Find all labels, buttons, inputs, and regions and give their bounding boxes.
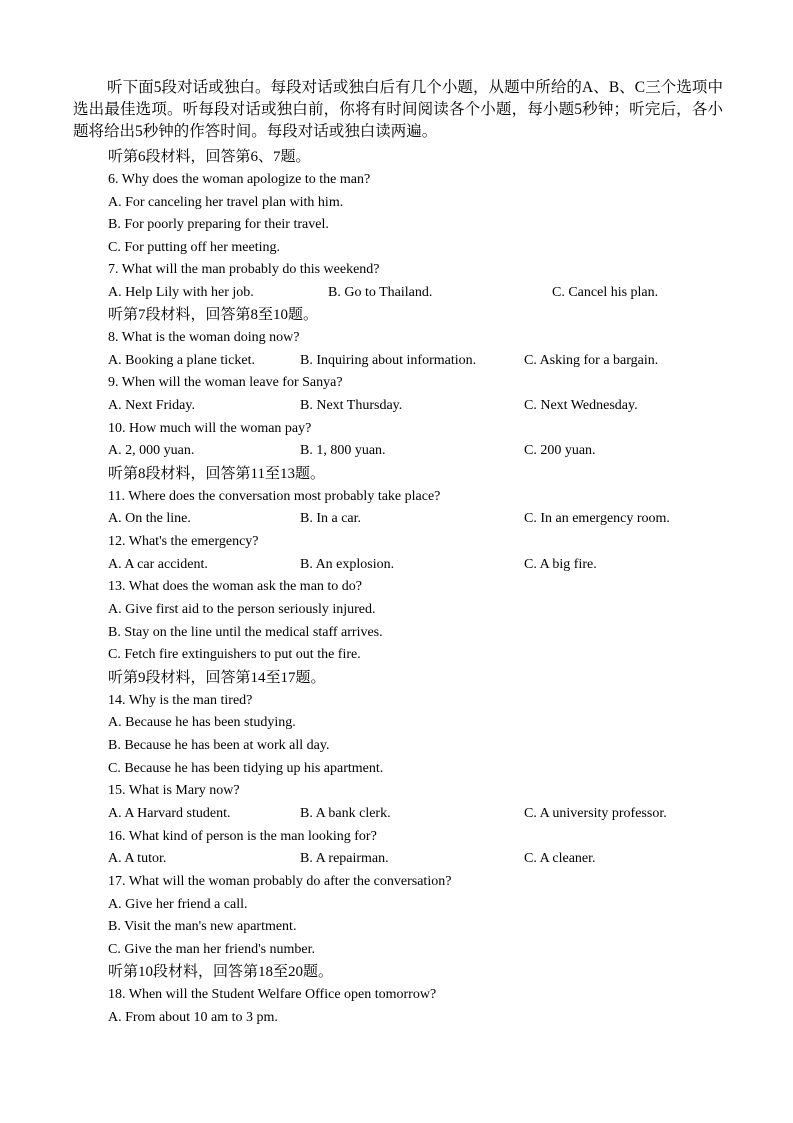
question-16-option-a: A. A tutor. xyxy=(108,851,167,866)
question-15-option-b: B. A bank clerk. xyxy=(300,806,391,821)
question-14-option-a: A. Because he has been studying. xyxy=(108,715,296,730)
question-7-options xyxy=(108,282,708,304)
question-10-option-a: A. 2, 000 yuan. xyxy=(108,443,195,458)
question-stem-12: 12. What's the emergency? xyxy=(108,534,259,549)
question-17-option-a: A. Give her friend a call. xyxy=(108,897,248,912)
question-10-option-c: C. 200 yuan. xyxy=(524,443,596,458)
section-header-10: 听第10段材料，回答第18至20题。 xyxy=(108,964,334,980)
question-stem-15: 15. What is Mary now? xyxy=(108,783,240,798)
question-11-option-b: B. In a car. xyxy=(300,511,362,526)
section-header-6: 听第6段材料，回答第6、7题。 xyxy=(108,149,311,165)
question-stem-18: 18. When will the Student Welfare Office open tomorrow? xyxy=(108,987,437,1002)
question-stem-10: 10. How much will the woman pay? xyxy=(108,421,312,436)
question-16-option-c: C. A cleaner. xyxy=(524,851,596,866)
question-stem-9: 9. When will the woman leave for Sanya? xyxy=(108,375,343,390)
question-16-option-b: B. A repairman. xyxy=(300,851,389,866)
question-17-option-c: C. Give the man her friend's number. xyxy=(108,942,316,957)
question-12-option-c: C. A big fire. xyxy=(524,557,597,572)
question-18-option-a: A. From about 10 am to 3 pm. xyxy=(108,1010,278,1025)
section-header-7: 听第7段材料，回答第8至10题。 xyxy=(108,307,319,323)
question-15-option-a: A. A Harvard student. xyxy=(108,806,231,821)
question-14-option-b: B. Because he has been at work all day. xyxy=(108,738,330,753)
section-header-8: 听第8段材料，回答第11至13题。 xyxy=(108,466,325,482)
question-13-option-a: A. Give first aid to the person seriously injured. xyxy=(108,602,376,617)
question-14-option-c: C. Because he has been tidying up his apartment. xyxy=(108,761,384,776)
question-stem-6: 6. Why does the woman apologize to the man? xyxy=(108,172,371,187)
question-15-option-c: C. A university professor. xyxy=(524,806,667,821)
question-stem-17: 17. What will the woman probably do after the conversation? xyxy=(108,874,452,889)
question-11-option-a: A. On the line. xyxy=(108,511,191,526)
question-stem-7: 7. What will the man probably do this weekend? xyxy=(108,262,380,277)
question-9-option-b: B. Next Thursday. xyxy=(300,398,403,413)
question-stem-13: 13. What does the woman ask the man to do? xyxy=(108,579,363,594)
question-13-option-b: B. Stay on the line until the medical staff arrives. xyxy=(108,625,383,640)
question-stem-14: 14. Why is the man tired? xyxy=(108,693,253,708)
question-8-option-b: B. Inquiring about information. xyxy=(300,353,477,368)
question-12-options xyxy=(108,554,708,576)
question-11-options xyxy=(108,508,708,530)
question-9-options xyxy=(108,395,708,417)
question-6-option-c: C. For putting off her meeting. xyxy=(108,240,280,255)
question-12-option-b: B. An explosion. xyxy=(300,557,395,572)
question-stem-16: 16. What kind of person is the man looking for? xyxy=(108,829,377,844)
question-6-option-a: A. For canceling her travel plan with him. xyxy=(108,195,344,210)
question-10-option-b: B. 1, 800 yuan. xyxy=(300,443,386,458)
question-16-options xyxy=(108,848,708,870)
question-9-option-a: A. Next Friday. xyxy=(108,398,195,413)
question-stem-11: 11. Where does the conversation most probably take place? xyxy=(108,489,441,504)
question-9-option-c: C. Next Wednesday. xyxy=(524,398,638,413)
question-8-option-c: C. Asking for a bargain. xyxy=(524,353,659,368)
question-11-option-c: C. In an emergency room. xyxy=(524,511,670,526)
question-8-option-a: A. Booking a plane ticket. xyxy=(108,353,255,368)
question-stem-8: 8. What is the woman doing now? xyxy=(108,330,300,345)
question-8-options xyxy=(108,350,708,372)
question-6-option-b: B. For poorly preparing for their travel. xyxy=(108,217,329,232)
question-7-option-c: C. Cancel his plan. xyxy=(552,285,659,300)
section-header-9: 听第9段材料，回答第14至17题。 xyxy=(108,670,326,686)
question-12-option-a: A. A car accident. xyxy=(108,557,208,572)
question-10-options xyxy=(108,440,708,462)
question-7-option-a: A. Help Lily with her job. xyxy=(108,285,254,300)
listening-instructions: 听下面5段对话或独白。每段对话或独白后有几个小题，从题中所给的A、B、C三个选项中选出最佳选项。听每段对话或独白前，你将有时间阅读各个小题，每小题5秒钟；听完后，各小题将给出5秒钟的作答时间。每段对话或独白读两遍。 xyxy=(73,79,723,140)
question-13-option-c: C. Fetch fire extinguishers to put out the fire. xyxy=(108,647,361,662)
question-17-option-b: B. Visit the man's new apartment. xyxy=(108,919,297,934)
question-15-options xyxy=(108,803,708,825)
question-7-option-b: B. Go to Thailand. xyxy=(328,285,433,300)
